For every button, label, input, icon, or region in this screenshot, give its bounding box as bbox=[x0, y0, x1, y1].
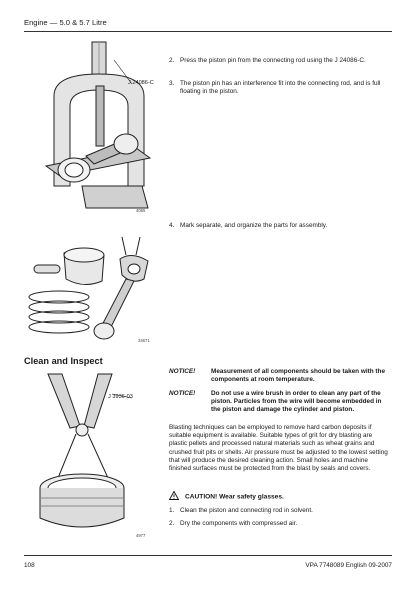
caution-text: CAUTION! Wear safety glasses. bbox=[185, 493, 284, 501]
figure-ring-expander bbox=[24, 368, 164, 548]
document-reference: VPA 7748089 English 09-2007 bbox=[305, 562, 392, 569]
callout-j24086c: J 24086-C bbox=[128, 80, 154, 86]
step-number: 2. bbox=[169, 520, 175, 527]
figure-number: 34671 bbox=[138, 338, 150, 343]
page-header-title: Engine — 5.0 & 5.7 Litre bbox=[24, 18, 107, 27]
ring-expander-illustration bbox=[24, 368, 164, 548]
figure-number: 4977 bbox=[136, 533, 146, 538]
warning-triangle-icon bbox=[169, 491, 179, 502]
figure-disassembled-parts bbox=[24, 233, 164, 348]
caution-line bbox=[169, 491, 284, 502]
step-number: 1. bbox=[169, 507, 175, 514]
step-text: The piston pin has an interference fit into the connecting rod, and is full floating in the piston. bbox=[180, 80, 381, 96]
notice-block bbox=[169, 390, 401, 424]
step-text: Clean the piston and connecting rod in solvent. bbox=[180, 507, 313, 514]
callout-j393603: J 3936-03 bbox=[108, 394, 133, 400]
footer-rule bbox=[24, 555, 392, 556]
notice-label: NOTICE! bbox=[169, 390, 196, 397]
figure-piston-pin-press bbox=[24, 36, 164, 216]
step-number: 2. bbox=[169, 57, 175, 64]
step-item bbox=[169, 222, 401, 234]
notice-text: Do not use a wire brush in order to clean any part of the piston. Particles from the wire will become embedded in the piston and damage the cylinder and piston. bbox=[211, 390, 382, 414]
step-item bbox=[169, 507, 401, 517]
section-title: Clean and Inspect bbox=[24, 356, 103, 366]
step-number: 4. bbox=[169, 222, 175, 229]
notice-label: NOTICE! bbox=[169, 368, 196, 375]
notice-text: Measurement of all components should be taken with the components at room temperature. bbox=[211, 368, 385, 384]
page-number: 108 bbox=[24, 562, 35, 569]
step-item bbox=[169, 80, 401, 100]
parts-illustration bbox=[24, 233, 164, 348]
step-item bbox=[169, 57, 401, 77]
step-text: Dry the components with compressed air. bbox=[180, 520, 298, 527]
blasting-paragraph: Blasting techniques can be employed to remove hard carbon deposits if suitable equipment is available. Suitable types of grit for dry blasting are plastic pellets and processed natural materials such as wheat grains and crushed fruit pits or shells. Air pressure must be adjusted to the lowest setting that will produce the desired cleaning action. Small holes and machine finished surfaces must be protected from the blast by seals and covers. bbox=[169, 424, 388, 473]
header-rule bbox=[24, 31, 392, 32]
step-text: Press the piston pin from the connecting rod using the J 24086-C. bbox=[180, 57, 366, 64]
step-item bbox=[169, 520, 401, 530]
press-tool-illustration bbox=[24, 36, 164, 216]
figure-number: 4065 bbox=[136, 208, 146, 213]
notice-block bbox=[169, 368, 401, 388]
step-number: 3. bbox=[169, 80, 175, 87]
step-text: Mark separate, and organize the parts for assembly. bbox=[180, 222, 328, 229]
